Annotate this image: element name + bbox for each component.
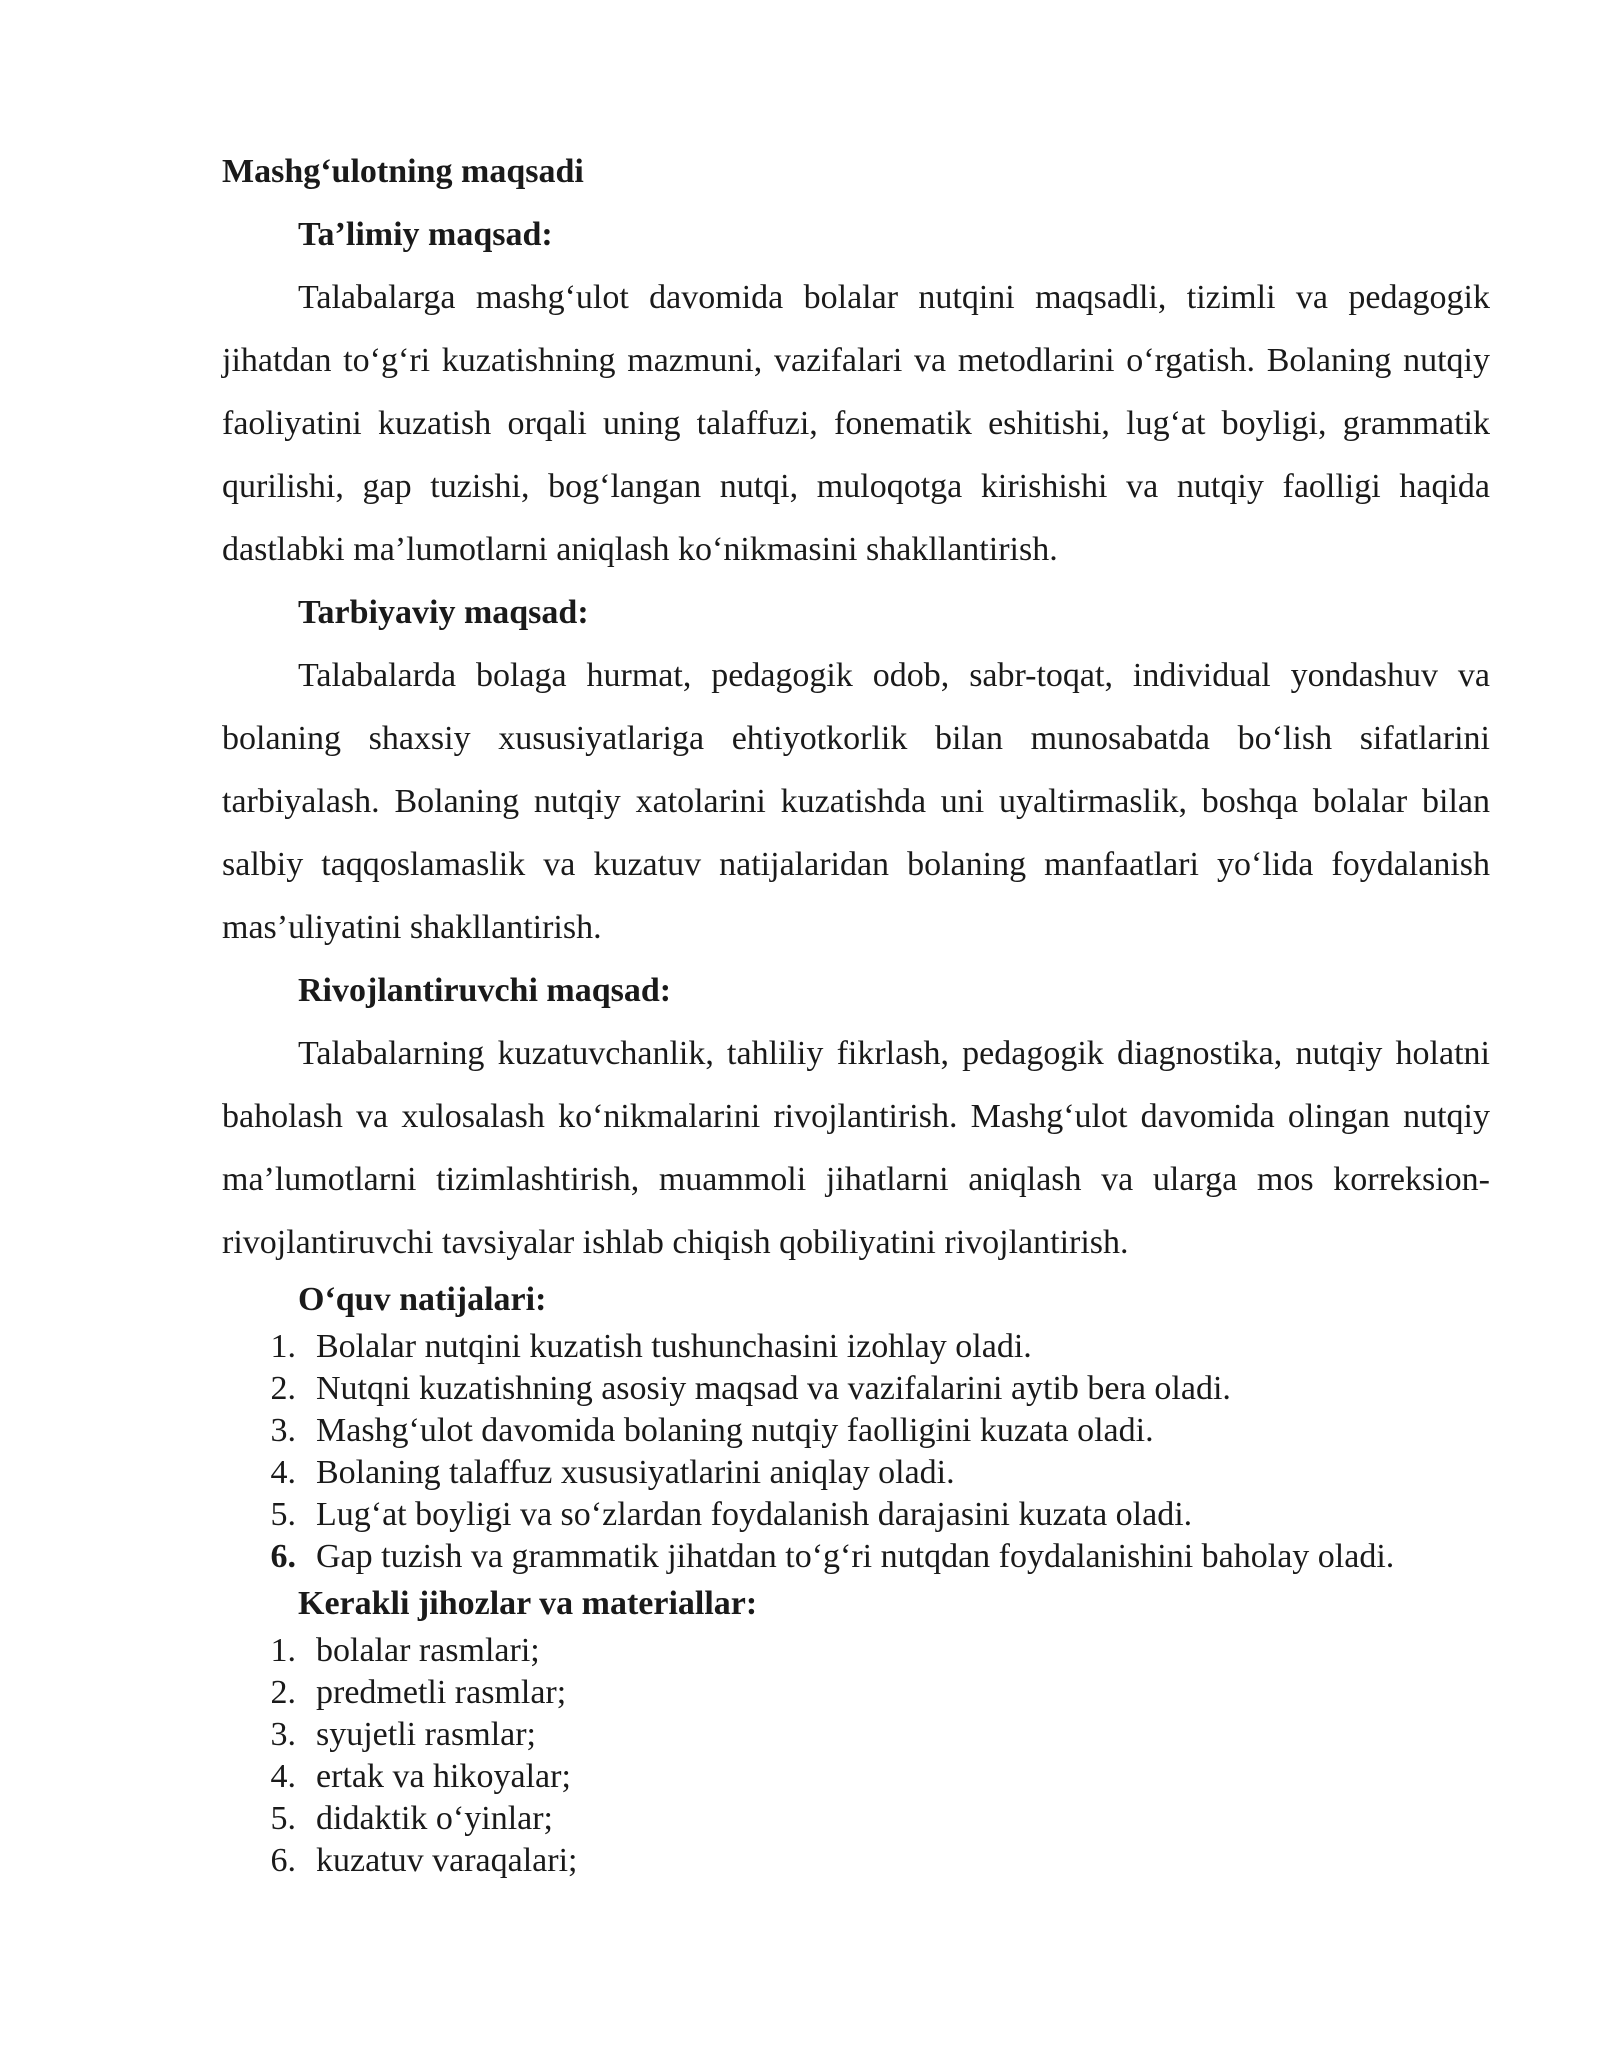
list-item-number: 6. [270, 1538, 296, 1575]
section-text-developmental: Talabalarning kuzatuvchanlik, tahliliy fikrlash, pedagogik diagnostika, nutqiy holatni baholash va xulosalash ko‘nikmalarini rivojlantirish. Mashg‘ulot davomida olingan nutqiy ma’lumotlarni tizimlashtirish, muammoli jihatlarni aniqlash va ularga mos korreksion-rivojlantiruvchi tavsiyalar ishlab chiqish qobiliyatini rivojlantirish. [222, 1035, 1490, 1261]
list-item-number: 5. [270, 1800, 296, 1837]
list-item-text: Bolaning talaffuz xususiyatlarini aniqlay oladi. [316, 1454, 955, 1491]
list-item-text: didaktik o‘yinlar; [316, 1800, 554, 1837]
list-item-number: 6. [270, 1842, 296, 1879]
list-item [222, 1798, 1490, 1840]
section-heading-upbringing: Tarbiyaviy maqsad: [298, 594, 589, 631]
list-item-text: Gap tuzish va grammatik jihatdan to‘g‘ri nutqdan foydalanishini baholay oladi. [316, 1538, 1395, 1575]
document-page [222, 140, 1490, 1882]
outcomes-heading: O‘quv natijalari: [298, 1281, 547, 1318]
list-item-text: syujetli rasmlar; [316, 1716, 537, 1753]
section-heading-developmental: Rivojlantiruvchi maqsad: [298, 972, 672, 1009]
list-item-number: 3. [270, 1716, 296, 1753]
list-item-text: Lug‘at boyligi va so‘zlardan foydalanish darajasini kuzata oladi. [316, 1496, 1193, 1533]
section-text-upbringing: Talabalarda bolaga hurmat, pedagogik odob, sabr-toqat, individual yondashuv va bolaning shaxsiy xususiyatlariga ehtiyotkorlik bilan munosabatda bo‘lish sifatlarini tarbiyalash. Bolaning nutqiy xatolarini kuzatishda uni uyaltirmaslik, boshqa bolalar bilan salbiy taqqoslamaslik va kuzatuv natijalaridan bolaning manfaatlari yo‘lida foydalanish mas’uliyatini shakllantirish. [222, 657, 1490, 946]
list-item-number: 1. [270, 1632, 296, 1669]
section-heading-educational: Ta’limiy maqsad: [298, 216, 553, 253]
list-item-number: 2. [270, 1674, 296, 1711]
document-title: Mashg‘ulotning maqsadi [222, 153, 584, 190]
list-item-number: 2. [270, 1370, 296, 1407]
list-item-text: Mashg‘ulot davomida bolaning nutqiy faolligini kuzata oladi. [316, 1412, 1154, 1449]
list-item [222, 1840, 1490, 1882]
list-item [222, 1410, 1490, 1452]
list-item-number: 4. [270, 1758, 296, 1795]
list-item-text: bolalar rasmlari; [316, 1632, 540, 1669]
list-item [222, 1672, 1490, 1714]
list-item [222, 1368, 1490, 1410]
list-item [222, 1714, 1490, 1756]
list-item [222, 1326, 1490, 1368]
list-item-text: kuzatuv varaqalari; [316, 1842, 578, 1879]
list-item-number: 4. [270, 1454, 296, 1491]
outcomes-list [222, 1326, 1490, 1578]
list-item-text: Nutqni kuzatishning asosiy maqsad va vazifalarini aytib bera oladi. [316, 1370, 1231, 1407]
list-item [222, 1756, 1490, 1798]
materials-heading: Kerakli jihozlar va materiallar: [298, 1585, 758, 1622]
list-item-number: 1. [270, 1328, 296, 1365]
materials-list [222, 1630, 1490, 1882]
list-item-text: ertak va hikoyalar; [316, 1758, 571, 1795]
list-item [222, 1630, 1490, 1672]
list-item-text: predmetli rasmlar; [316, 1674, 567, 1711]
list-item-text: Bolalar nutqini kuzatish tushunchasini izohlay oladi. [316, 1328, 1032, 1365]
list-item [222, 1536, 1490, 1578]
list-item-number: 5. [270, 1496, 296, 1533]
list-item [222, 1494, 1490, 1536]
section-text-educational: Talabalarga mashg‘ulot davomida bolalar nutqini maqsadli, tizimli va pedagogik jihatdan to‘g‘ri kuzatishning mazmuni, vazifalari va metodlarini o‘rgatish. Bolaning nutqiy faoliyatini kuzatish orqali uning talaffuzi, fonematik eshitishi, lug‘at boyligi, grammatik qurilishi, gap tuzishi, bog‘langan nutqi, muloqotga kirishishi va nutqiy faolligi haqida dastlabki ma’lumotlarni aniqlash ko‘nikmasini shakllantirish. [222, 279, 1490, 568]
list-item-number: 3. [270, 1412, 296, 1449]
list-item [222, 1452, 1490, 1494]
